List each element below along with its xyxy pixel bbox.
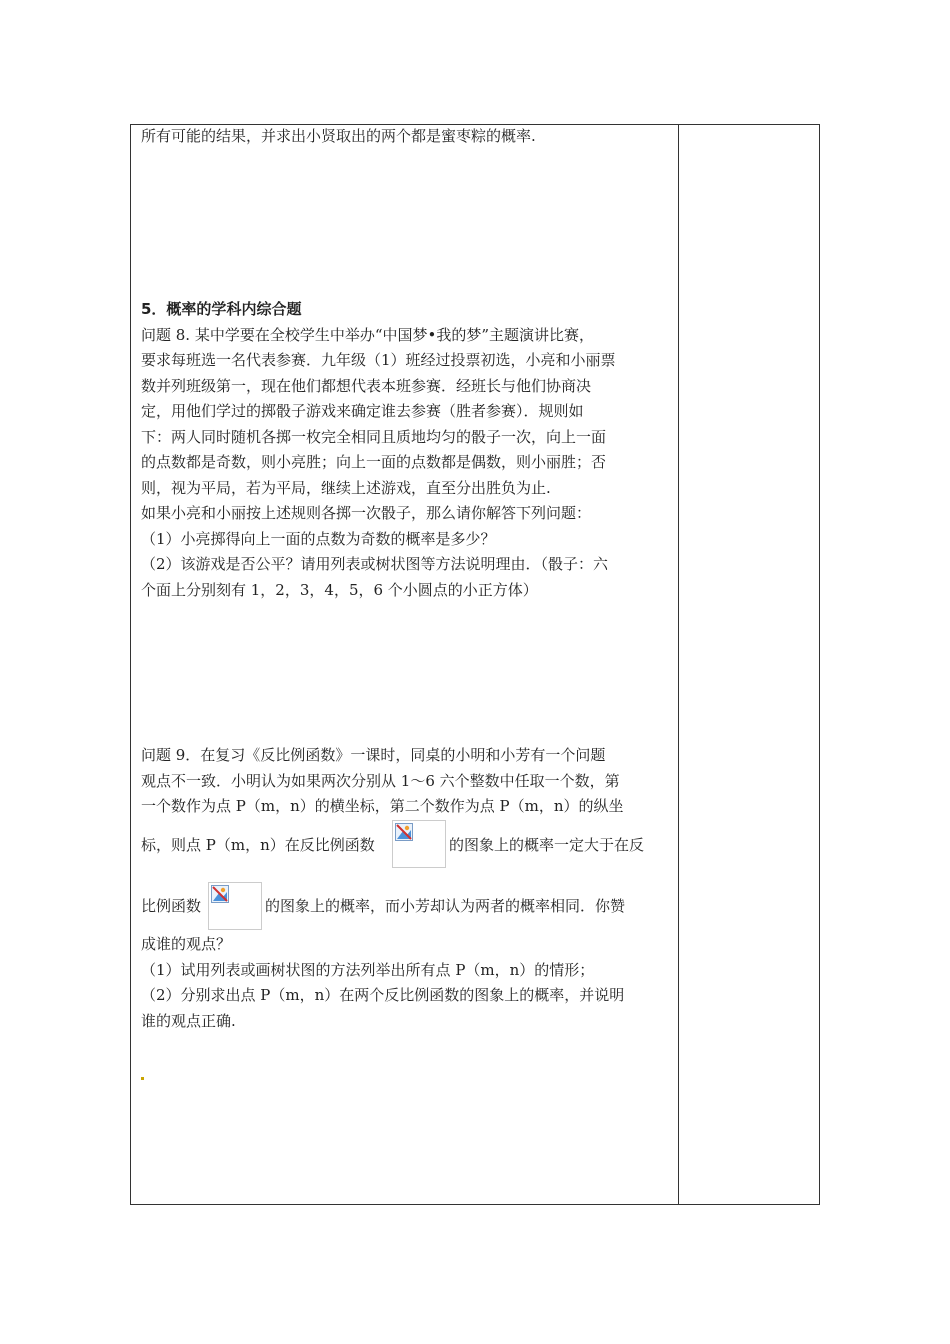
column-divider [678,125,679,1204]
broken-image-icon [395,823,413,841]
q8-line-4: 定，用他们学过的掷骰子游戏来确定谁去参赛（胜者参赛）．规则如 [141,402,584,420]
q9-line-2: 观点不一致．小明认为如果两次分别从 1～6 六个整数中任取一个数，第 [141,772,620,790]
q9-line-8: （2）分别求出点 P（m，n）在两个反比例函数的图象上的概率，并说明 [141,986,625,1004]
marker-dot [141,1077,144,1080]
q9-line-4a: 标，则点 P（m，n）在反比例函数 [141,836,375,854]
q8-line-7: 则，视为平局，若为平局，继续上述游戏，直至分出胜负为止. [141,479,551,497]
q8-line-5: 下：两人同时随机各掷一枚完全相同且质地均匀的骰子一次，向上一面 [141,428,607,446]
q9-line-3: 一个数作为点 P（m，n）的横坐标，第二个数作为点 P（m，n）的纵坐 [141,797,624,815]
q9-line-1: 问题 9．在复习《反比例函数》一课时，同桌的小明和小芳有一个问题 [141,746,606,764]
text-line: 所有可能的结果，并求出小贤取出的两个都是蜜枣粽的概率. [141,127,536,145]
q8-line-9: （1）小亮掷得向上一面的点数为奇数的概率是多少？ [141,530,496,548]
broken-image-icon [211,885,229,903]
q9-line-5b: 的图象上的概率，而小芳却认为两者的概率相同．你赞 [265,897,626,915]
q8-line-6: 的点数都是奇数，则小亮胜；向上一面的点数都是偶数，则小丽胜；否 [141,453,607,471]
formula-image-1 [392,820,446,868]
q8-line-2: 要求每班选一名代表参赛．九年级（1）班经过投票初选，小亮和小丽票 [141,351,616,369]
content-table [130,124,820,1205]
q9-line-6: 成谁的观点？ [141,935,232,953]
q8-line-8: 如果小亮和小丽按上述规则各掷一次骰子，那么请你解答下列问题： [141,504,592,522]
q9-line-5a: 比例函数 [141,897,202,915]
q8-line-3: 数并列班级第一，现在他们都想代表本班参赛．经班长与他们协商决 [141,377,592,395]
q9-line-9: 谁的观点正确. [141,1012,236,1030]
q9-line-7: （1）试用列表或画树状图的方法列举出所有点 P（m，n）的情形； [141,961,595,979]
q8-line-11: 个面上分别刻有 1，2，3，4，5，6 个小圆点的小正方体） [141,581,538,599]
section-heading: 5．概率的学科内综合题 [141,300,302,318]
formula-image-2 [208,882,262,930]
q8-line-1: 问题 8. 某中学要在全校学生中举办“中国梦•我的梦”主题演讲比赛， [141,326,595,344]
q9-line-4b: 的图象上的概率一定大于在反 [449,836,645,854]
q8-line-10: （2）该游戏是否公平？请用列表或树状图等方法说明理由．（骰子：六 [141,555,609,573]
